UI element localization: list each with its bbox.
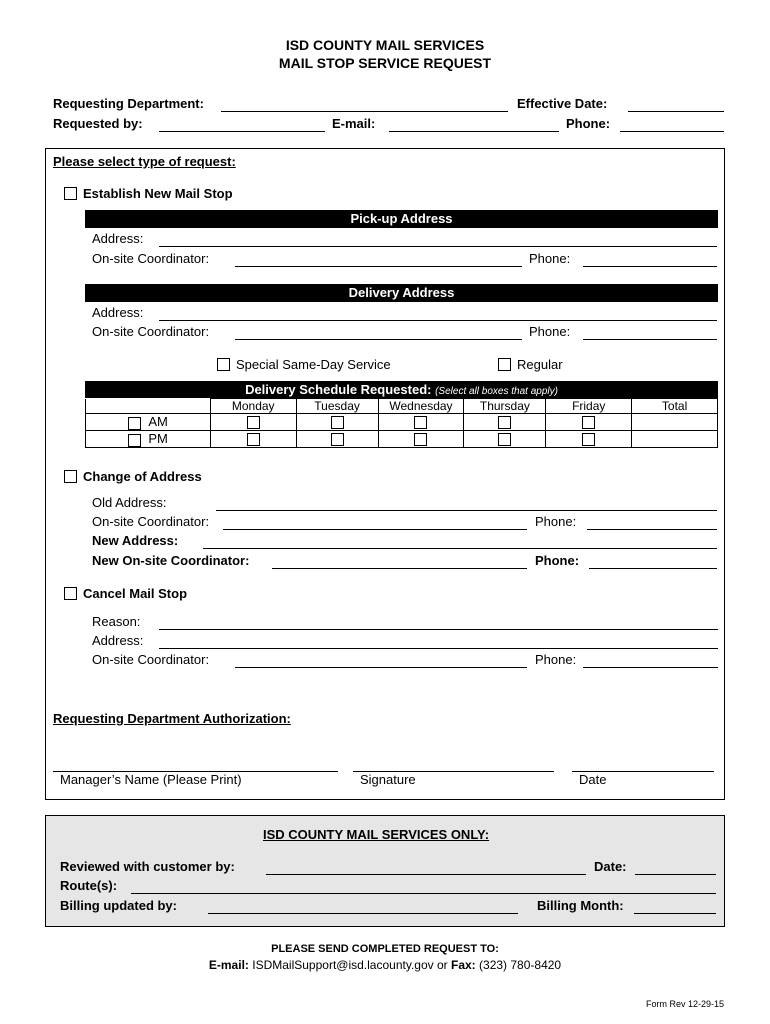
routes-label: Route(s): — [60, 878, 118, 893]
contact-fax: (323) 780-8420 — [479, 958, 562, 972]
reviewed-label: Reviewed with customer by: — [60, 859, 235, 874]
pickup-coordinator-field[interactable] — [235, 266, 522, 267]
requested-by-field[interactable] — [159, 131, 325, 132]
phone-field[interactable] — [620, 131, 724, 132]
change-phone-label: Phone: — [535, 514, 577, 529]
new-address-label: New Address: — [92, 533, 179, 548]
routes-field[interactable] — [131, 893, 716, 894]
regular-label: Regular — [517, 357, 563, 372]
schedule-corner-cell — [86, 399, 211, 414]
form-title-line2: MAIL STOP SERVICE REQUEST — [278, 55, 492, 71]
contact-fax-prefix: Fax: — [451, 958, 476, 972]
contact-email[interactable]: ISDMailSupport@isd.lacounty.gov — [252, 958, 434, 972]
total-header: Total — [632, 399, 718, 414]
phone-label: Phone: — [566, 116, 611, 131]
delivery-coordinator-label: On-site Coordinator: — [92, 324, 210, 339]
pm-thursday-checkbox[interactable] — [498, 433, 511, 446]
email-label: E-mail: — [332, 116, 376, 131]
delivery-phone-label: Phone: — [529, 324, 571, 339]
new-coordinator-field[interactable] — [272, 568, 527, 569]
establish-label: Establish New Mail Stop — [83, 186, 233, 201]
day-header: Monday — [210, 399, 296, 414]
day-header: Friday — [546, 399, 632, 414]
billing-field[interactable] — [208, 913, 518, 914]
cancel-address-label: Address: — [92, 633, 144, 648]
pickup-phone-field[interactable] — [583, 266, 717, 267]
contact-or: or — [436, 958, 448, 972]
effective-date-label: Effective Date: — [517, 96, 608, 111]
pickup-address-bar: Pick-up Address — [85, 210, 718, 228]
delivery-address-label: Address: — [92, 305, 144, 320]
form-title-line1: ISD COUNTY MAIL SERVICES — [285, 37, 485, 53]
am-friday-checkbox[interactable] — [582, 416, 595, 429]
cancel-label: Cancel Mail Stop — [83, 586, 188, 601]
new-phone-field[interactable] — [589, 568, 717, 569]
new-address-field[interactable] — [203, 548, 717, 549]
change-coordinator-label: On-site Coordinator: — [92, 514, 210, 529]
pickup-address-label: Address: — [92, 231, 144, 246]
form-revision: Form Rev 12-29-15 — [646, 999, 725, 1009]
delivery-address-field[interactable] — [159, 320, 717, 321]
select-type-label: Please select type of request: — [53, 154, 236, 169]
office-date-field[interactable] — [635, 874, 716, 875]
reason-label: Reason: — [92, 614, 141, 629]
day-header: Tuesday — [296, 399, 378, 414]
pickup-address-field[interactable] — [159, 246, 717, 247]
new-phone-label: Phone: — [535, 553, 580, 568]
am-row-label-cell — [86, 414, 211, 431]
billing-month-label: Billing Month: — [537, 898, 624, 913]
pm-friday-checkbox[interactable] — [582, 433, 595, 446]
schedule-note: (Select all boxes that apply) — [435, 386, 558, 397]
signature-label: Signature — [360, 772, 416, 787]
delivery-phone-field[interactable] — [583, 339, 717, 340]
cancel-coordinator-label: On-site Coordinator: — [92, 652, 210, 667]
cancel-checkbox[interactable] — [64, 587, 77, 600]
pm-monday-checkbox[interactable] — [247, 433, 260, 446]
billing-month-field[interactable] — [634, 913, 716, 914]
auth-date-label: Date — [579, 772, 607, 787]
pickup-phone-label: Phone: — [529, 251, 571, 266]
pm-wednesday-checkbox[interactable] — [414, 433, 427, 446]
effective-date-field[interactable] — [628, 111, 724, 112]
day-header: Wednesday — [378, 399, 464, 414]
contact-line — [0, 958, 770, 972]
office-date-label: Date: — [594, 859, 627, 874]
cancel-coordinator-field[interactable] — [235, 667, 527, 668]
billing-label: Billing updated by: — [60, 898, 177, 913]
pickup-coordinator-label: On-site Coordinator: — [92, 251, 210, 266]
requesting-department-field[interactable] — [221, 111, 508, 112]
delivery-address-bar: Delivery Address — [85, 284, 718, 302]
day-header: Thursday — [464, 399, 546, 414]
special-service-label: Special Same-Day Service — [236, 357, 391, 372]
pm-checkbox[interactable] — [128, 434, 141, 447]
reason-field[interactable] — [159, 629, 718, 630]
cancel-address-field[interactable] — [159, 648, 718, 649]
office-use-title: ISD COUNTY MAIL SERVICES ONLY: — [263, 827, 490, 842]
cancel-phone-field[interactable] — [583, 667, 718, 668]
change-coordinator-field[interactable] — [223, 529, 527, 530]
authorization-title: Requesting Department Authorization: — [53, 711, 291, 726]
change-address-checkbox[interactable] — [64, 470, 77, 483]
contact-email-prefix: E-mail: — [208, 958, 249, 972]
am-monday-checkbox[interactable] — [247, 416, 260, 429]
requesting-department-label: Requesting Department: — [53, 96, 204, 111]
pm-tuesday-checkbox[interactable] — [331, 433, 344, 446]
manager-name-label: Manager’s Name (Please Print) — [60, 772, 242, 787]
pm-total-cell[interactable] — [632, 431, 718, 448]
email-field[interactable] — [389, 131, 559, 132]
am-tuesday-checkbox[interactable] — [331, 416, 344, 429]
am-wednesday-checkbox[interactable] — [414, 416, 427, 429]
new-coordinator-label: New On-site Coordinator: — [92, 553, 250, 568]
am-label: AM — [148, 414, 168, 430]
am-checkbox[interactable] — [128, 417, 141, 430]
schedule-table — [85, 398, 718, 448]
send-instructions: PLEASE SEND COMPLETED REQUEST TO: — [271, 943, 499, 955]
pm-label: PM — [148, 431, 168, 447]
old-address-field[interactable] — [216, 510, 717, 511]
delivery-coordinator-field[interactable] — [235, 339, 522, 340]
special-service-checkbox[interactable] — [217, 358, 230, 371]
requested-by-label: Requested by: — [53, 116, 143, 131]
regular-checkbox[interactable] — [498, 358, 511, 371]
cancel-phone-label: Phone: — [535, 652, 577, 667]
old-address-label: Old Address: — [92, 495, 167, 510]
establish-checkbox[interactable] — [64, 187, 77, 200]
schedule-title: Delivery Schedule Requested: — [245, 382, 432, 397]
am-total-cell[interactable] — [632, 414, 718, 431]
change-phone-field[interactable] — [587, 529, 717, 530]
reviewed-field[interactable] — [266, 874, 586, 875]
am-thursday-checkbox[interactable] — [498, 416, 511, 429]
change-address-label: Change of Address — [83, 469, 202, 484]
pm-row-label-cell — [86, 431, 211, 448]
schedule-title-bar — [85, 381, 718, 398]
